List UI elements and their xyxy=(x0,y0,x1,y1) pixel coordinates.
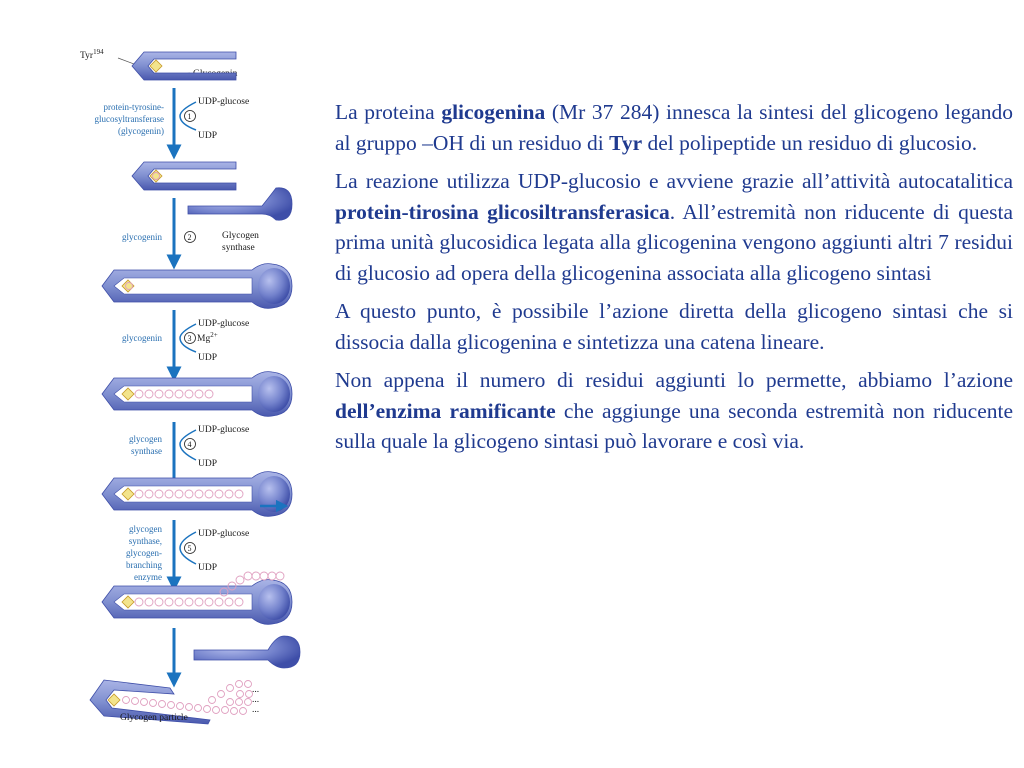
term-glicogenina: glicogenina xyxy=(441,100,546,124)
term-protein-tirosina: protein-tirosina glicosiltransferasica xyxy=(335,199,670,224)
glycogenin-stage-0 xyxy=(132,52,236,80)
explanation-text xyxy=(335,97,1013,465)
step-3-udp: UDP xyxy=(198,353,218,363)
step-4-enzyme-line-2: synthase xyxy=(131,446,162,456)
particle-ellipsis-3: ... xyxy=(252,705,260,715)
step-5-enzyme-line-1: glycogen xyxy=(129,524,162,534)
glycogenin-synthase-complex-3 xyxy=(102,372,292,417)
step-5-enzyme-line-2: synthase, xyxy=(128,536,162,546)
step-5-number: 5 xyxy=(187,544,192,553)
step-4-number: 4 xyxy=(187,440,192,449)
step-5-enzyme-line-5: enzyme xyxy=(134,572,162,582)
glycogen-synthesis-diagram xyxy=(0,0,330,768)
paragraph-3: A questo punto, è possibile l’azione diretta della glicogeno sintasi che si dissocia dalla glicogenina e sintetizza una catena lineare. xyxy=(335,299,1013,354)
paragraph-1: La proteina glicogenina (Mr 37 284) innesca la sintesi del glicogeno legando al gruppo –OH di un residuo di Tyr del polipeptide un residuo di glucosio. xyxy=(335,100,1013,155)
glycogen-particle-label: Glycogen particle xyxy=(120,713,188,723)
step-5-udp-glucose: UDP-glucose xyxy=(198,529,250,539)
step-3-number: 3 xyxy=(187,334,192,343)
glycogen-synthase-entering xyxy=(188,188,292,220)
glycogenin-synthase-complex-4 xyxy=(102,472,292,517)
step-2-synthase-line-1: Glycogen xyxy=(222,231,259,241)
glycogen-synthase-detached xyxy=(194,636,300,668)
glycogenin-stage-1 xyxy=(132,162,236,190)
particle-ellipsis-1: ... xyxy=(252,685,260,695)
paragraph-2: La reazione utilizza UDP-glucosio e avviene grazie all’attività autocatalitica protein-tirosina glicosiltransferasica. All’estremità non riducente di questa prima unità glucosidica legata alla glicogenina vengono aggiunti altri 7 residui di glucosio ad opera della glicogenina associata alla glicogeno sintasi xyxy=(335,169,1013,285)
paragraph-4: Non appena il numero di residui aggiunti lo permette, abbiamo l’azione dell’enzima ramificante che aggiunge una seconda estremità non riducente sulla quale la glicogeno sintasi può lavorare e così via. xyxy=(335,368,1013,453)
step-3-enzyme: glycogenin xyxy=(122,333,162,343)
term-enzima-ramificante: dell’enzima ramificante xyxy=(335,398,556,423)
tyr-label: Tyr$^{194}$ xyxy=(80,48,104,61)
step-3-udp-glucose: UDP-glucose xyxy=(198,319,250,329)
step-1-enzyme-line-2: glucosyltransferase xyxy=(94,114,164,124)
step-1-number: 1 xyxy=(187,112,192,121)
step-5-enzyme-line-4: branching xyxy=(126,560,162,570)
step-5-udp: UDP xyxy=(198,563,218,573)
step-2-synthase-line-2: synthase xyxy=(222,243,255,253)
step-1-udp: UDP xyxy=(198,131,218,141)
step-2-enzyme: glycogenin xyxy=(122,232,162,242)
step-1-enzyme-line-3: (glycogenin) xyxy=(118,126,164,136)
step-5-enzyme-line-3: glycogen- xyxy=(126,548,162,558)
step-2-number: 2 xyxy=(187,233,192,242)
step-4-udp-glucose: UDP-glucose xyxy=(198,425,250,435)
step-3-cofactor: $Mg^{2+}$ xyxy=(197,331,218,344)
glycogenin-synthase-complex-2 xyxy=(102,264,292,309)
particle-ellipsis-2: ... xyxy=(252,695,260,705)
step-4-enzyme-line-1: glycogen xyxy=(129,434,162,444)
step-1-enzyme-line-1: protein-tyrosine- xyxy=(103,102,164,112)
step-4-udp: UDP xyxy=(198,459,218,469)
step-1-udp-glucose: UDP-glucose xyxy=(198,97,250,107)
term-tyr: Tyr xyxy=(609,130,643,155)
glycogenin-synthase-branched-5 xyxy=(102,572,292,624)
